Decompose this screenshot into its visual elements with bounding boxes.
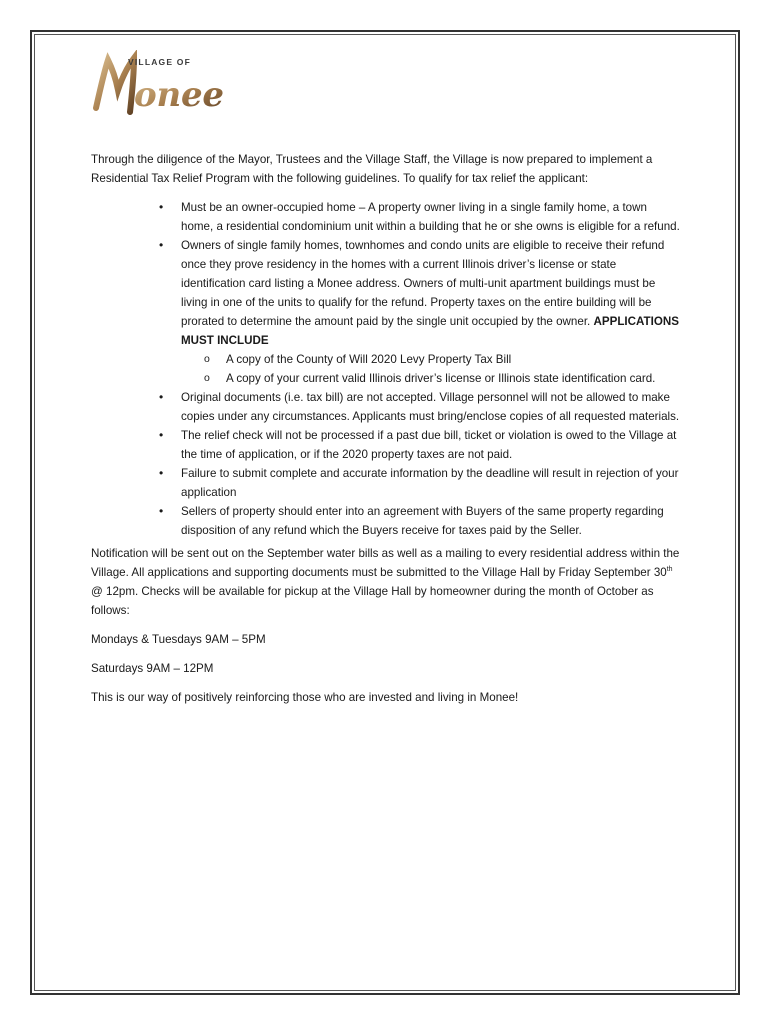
guideline-deadline: • Failure to submit complete and accurate information by the deadline will result in rejection of your application	[181, 464, 681, 502]
guidelines-list	[91, 198, 681, 540]
hours-weekday: Mondays & Tuesdays 9AM – 5PM	[91, 633, 266, 646]
guideline-past-due: • The relief check will not be processed if a past due bill, ticket or violation is owed to the Village at the time of application, or if the 2020 property taxes are not paid.	[181, 426, 681, 464]
notification-sup: th	[666, 566, 673, 574]
required-license: o A copy of your current valid Illinois driver’s license or Illinois state identification card.	[226, 369, 681, 388]
required-tax-bill: o A copy of the County of Will 2020 Levy Property Tax Bill	[226, 350, 681, 369]
notification-paragraph	[91, 544, 681, 620]
intro-paragraph: Through the diligence of the Mayor, Trustees and the Village Staff, the Village is now prepared to implement a Residential Tax Relief Program with the following guidelines. To qualify for tax relief the applicant:	[91, 153, 653, 185]
guideline-residency-text: Owners of single family homes, townhomes and condo units are eligible to receive their refund once they prove residency in the homes with a current Illinois driver’s license or state identification card listing a Monee address. Owners of multi-unit apartment buildings must be living in one of the units to qualify for the refund. Property taxes on the entire building will be prorated to determine the amount paid by the single unit occupied by the owner.	[181, 239, 665, 328]
notification-part2: @ 12pm. Checks will be available for pickup at the Village Hall by homeowner during the month of October as follows:	[91, 585, 654, 617]
svg-text:onee: onee	[134, 75, 224, 115]
village-logo	[90, 50, 230, 122]
document-body	[91, 150, 681, 717]
guideline-sellers: • Sellers of property should enter into an agreement with Buyers of the same property regarding disposition of any refund which the Buyers receive for taxes paid by the Seller.	[181, 502, 681, 540]
guideline-residency	[181, 236, 681, 388]
notification-part1: Notification will be sent out on the September water bills as well as a mailing to every residential address within the Village. All applications and supporting documents must be submitted to the Village Hall by Friday September 30	[91, 547, 680, 579]
logo-top-text: VILLAGE OF	[128, 57, 191, 67]
required-documents-list	[181, 350, 681, 388]
guideline-copies: • Original documents (i.e. tax bill) are not accepted. Village personnel will not be allowed to make copies under any circumstances. Applicants must bring/enclose copies of all requested materials.	[181, 388, 681, 426]
guideline-owner-occupied: • Must be an owner-occupied home – A property owner living in a single family home, a town home, a residential condominium unit within a building that he or she owns is eligible for a refund.	[181, 198, 681, 236]
closing-paragraph: This is our way of positively reinforcing those who are invested and living in Monee!	[91, 691, 519, 704]
applications-must-include: APPLICATIONS MUST INCLUDE	[181, 315, 679, 347]
hours-saturday: Saturdays 9AM – 12PM	[91, 662, 214, 675]
